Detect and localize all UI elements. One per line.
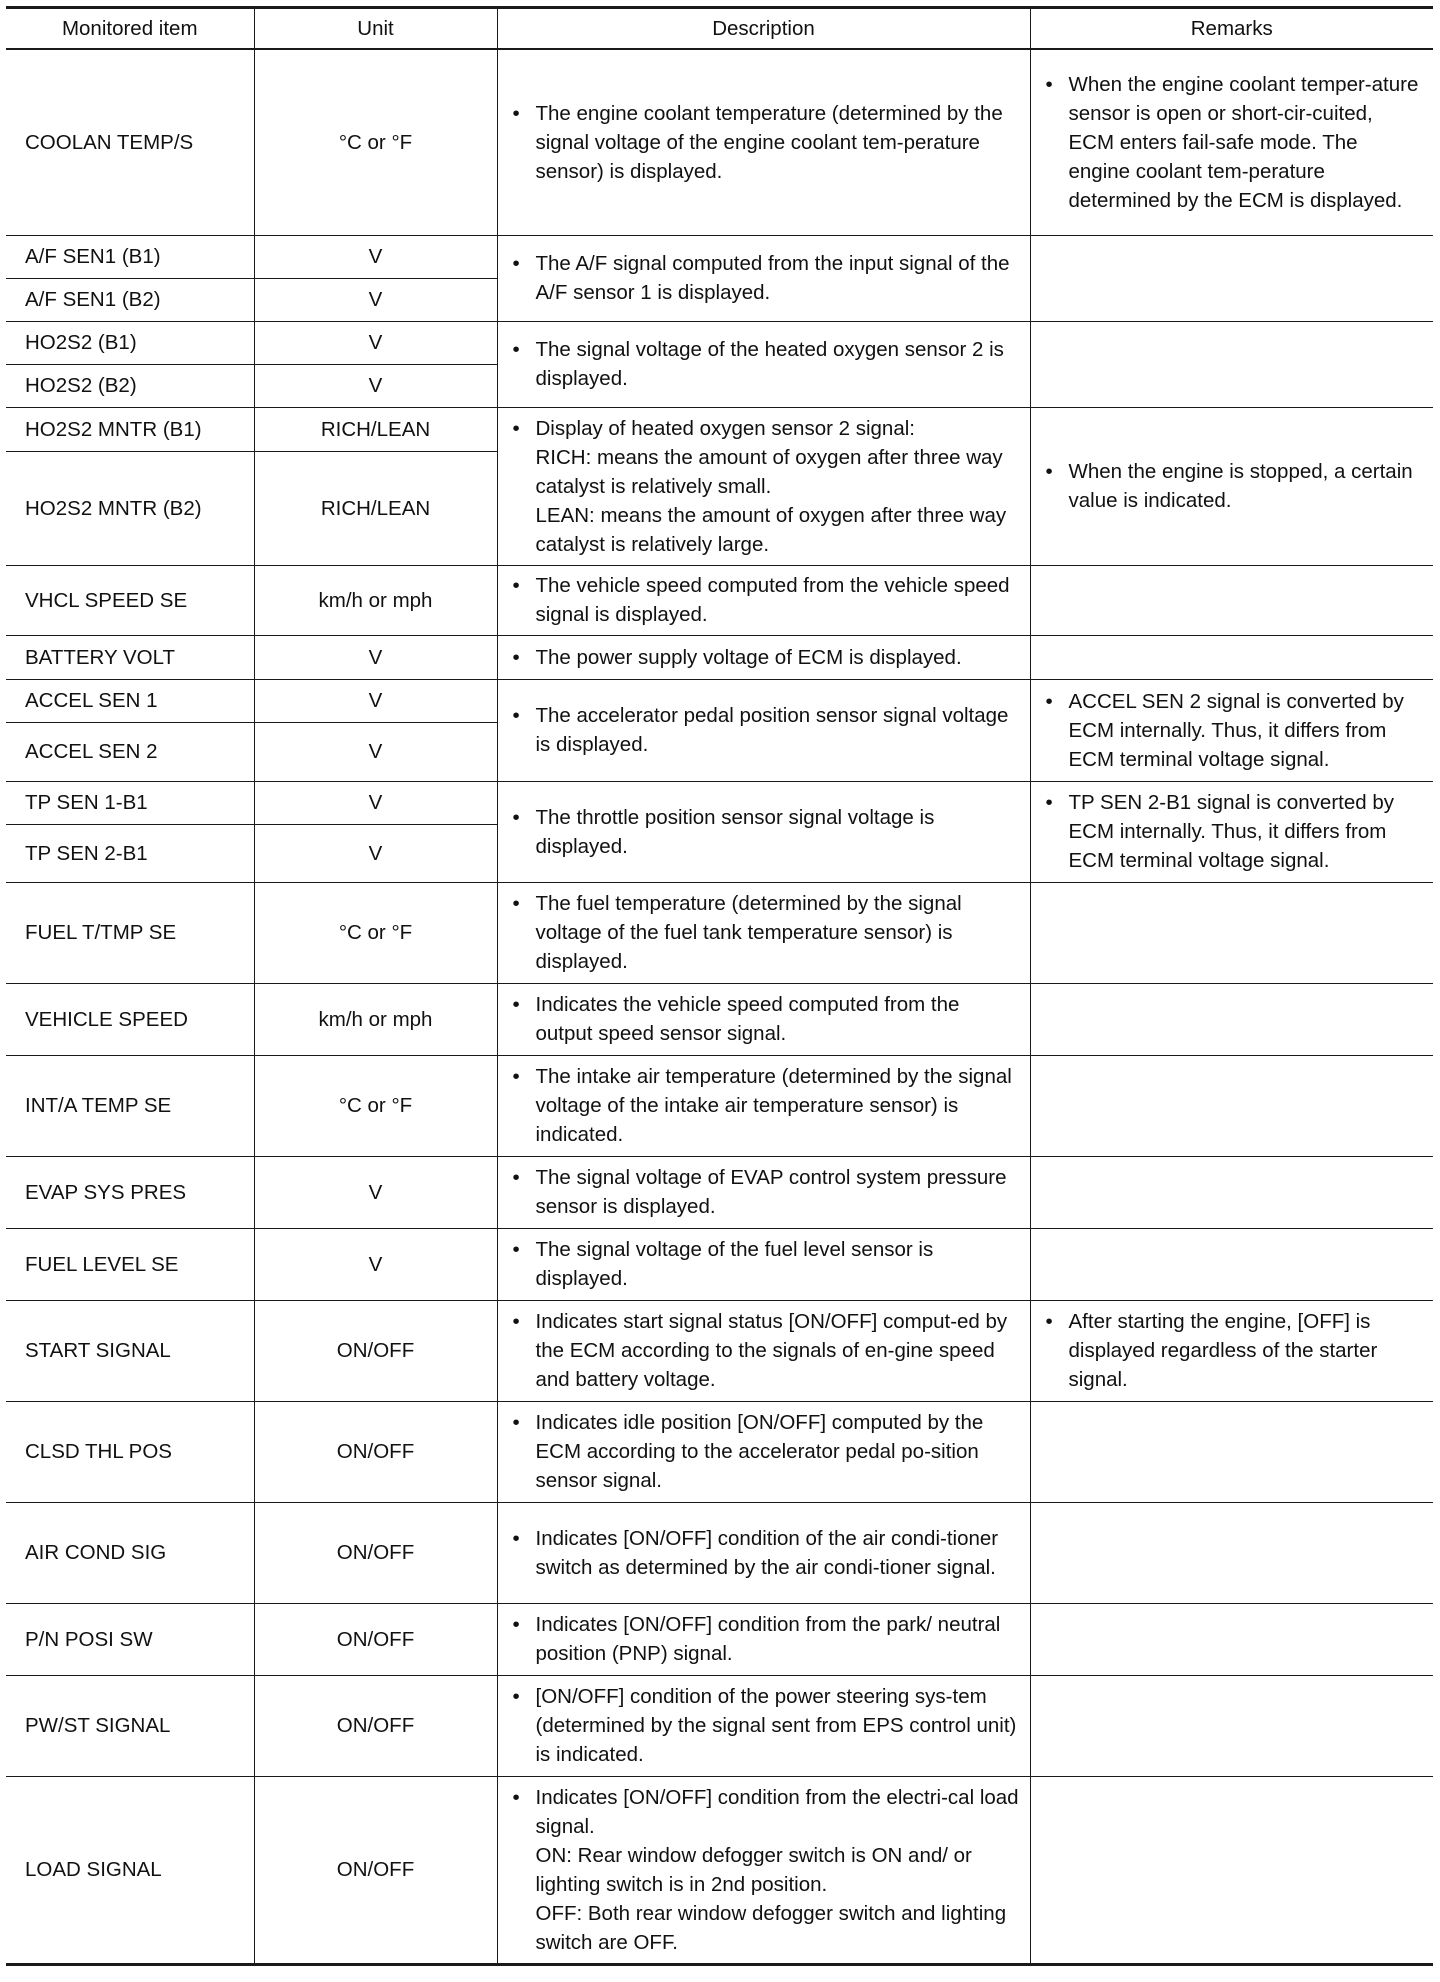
table-row xyxy=(6,1401,1433,1502)
remarks-cell xyxy=(1030,679,1433,781)
item-cell: VEHICLE SPEED xyxy=(6,983,254,1055)
description-text: • The signal voltage of the heated oxygen sensor 2 is displayed. xyxy=(513,335,1020,393)
description-cell xyxy=(497,1300,1030,1401)
item-cell: VHCL SPEED SE xyxy=(6,565,254,635)
table-row xyxy=(6,1675,1433,1776)
table-row xyxy=(6,1776,1433,1964)
item-cell: BATTERY VOLT xyxy=(6,635,254,679)
remarks-cell xyxy=(1030,781,1433,882)
table-row xyxy=(6,635,1433,679)
item-cell: ACCEL SEN 1 xyxy=(6,679,254,722)
description-text: • The engine coolant temperature (determined by the signal voltage of the engine coolant tem-perature sensor) is displayed. xyxy=(513,99,1020,186)
unit-cell: V xyxy=(254,235,497,278)
description-text: • Display of heated oxygen sensor 2 signal: xyxy=(513,414,1020,443)
unit-cell: ON/OFF xyxy=(254,1603,497,1675)
description-cell xyxy=(497,679,1030,781)
item-cell: HO2S2 (B2) xyxy=(6,364,254,407)
description-cell xyxy=(497,1502,1030,1603)
unit-cell: V xyxy=(254,824,497,882)
remarks-cell xyxy=(1030,407,1433,565)
description-text: • The signal voltage of the fuel level sensor is displayed. xyxy=(513,1235,1020,1293)
description-cell xyxy=(497,1401,1030,1502)
item-cell: A/F SEN1 (B1) xyxy=(6,235,254,278)
remarks-cell xyxy=(1030,635,1433,679)
table-row xyxy=(6,983,1433,1055)
description-text: • The throttle position sensor signal voltage is displayed. xyxy=(513,803,1020,861)
description-cell xyxy=(497,1228,1030,1300)
remarks-cell xyxy=(1030,1401,1433,1502)
remarks-cell xyxy=(1030,1603,1433,1675)
description-text: • Indicates the vehicle speed computed from the output speed sensor signal. xyxy=(513,990,1020,1048)
item-cell: EVAP SYS PRES xyxy=(6,1156,254,1228)
description-cell xyxy=(497,882,1030,983)
item-cell: CLSD THL POS xyxy=(6,1401,254,1502)
item-cell: AIR COND SIG xyxy=(6,1502,254,1603)
unit-cell: V xyxy=(254,1228,497,1300)
item-cell: TP SEN 1-B1 xyxy=(6,781,254,824)
monitored-items-table xyxy=(6,6,1433,1966)
description-cell xyxy=(497,1603,1030,1675)
remarks-cell xyxy=(1030,1156,1433,1228)
remarks-cell xyxy=(1030,1055,1433,1156)
description-off-text: OFF: Both rear window defogger switch and lighting switch are OFF. xyxy=(535,1901,1007,1954)
item-cell: P/N POSI SW xyxy=(6,1603,254,1675)
table-row xyxy=(6,1300,1433,1401)
unit-cell: ON/OFF xyxy=(254,1675,497,1776)
description-text: • The power supply voltage of ECM is displayed. xyxy=(513,643,1020,672)
unit-cell: V xyxy=(254,364,497,407)
unit-cell: V xyxy=(254,278,497,321)
remarks-cell xyxy=(1030,565,1433,635)
item-cell: ACCEL SEN 2 xyxy=(6,722,254,781)
unit-cell: V xyxy=(254,321,497,364)
description-text: • The A/F signal computed from the input signal of the A/F sensor 1 is displayed. xyxy=(513,249,1020,307)
description-text: • Indicates [ON/OFF] condition of the air condi-tioner switch as determined by the air condi-tioner signal. xyxy=(513,1524,1020,1582)
table-row xyxy=(6,1055,1433,1156)
item-cell: HO2S2 (B1) xyxy=(6,321,254,364)
description-cell xyxy=(497,635,1030,679)
remarks-text: • TP SEN 2-B1 signal is converted by ECM internally. Thus, it differs from ECM terminal voltage signal. xyxy=(1046,788,1424,875)
remarks-text: • When the engine is stopped, a certain value is indicated. xyxy=(1046,457,1424,515)
header-description: Description xyxy=(497,8,1030,50)
table-row xyxy=(6,321,1433,364)
unit-cell: ON/OFF xyxy=(254,1401,497,1502)
description-text: • The fuel temperature (determined by the signal voltage of the fuel tank temperature sensor) is displayed. xyxy=(513,889,1020,976)
description-cell xyxy=(497,321,1030,407)
description-on-text: ON: Rear window defogger switch is ON and/ or lighting switch is in 2nd position. xyxy=(535,1843,972,1896)
remarks-text: • ACCEL SEN 2 signal is converted by ECM internally. Thus, it differs from ECM terminal voltage signal. xyxy=(1046,687,1424,774)
header-unit: Unit xyxy=(254,8,497,50)
item-cell: A/F SEN1 (B2) xyxy=(6,278,254,321)
table-header-row xyxy=(6,8,1433,50)
description-cell xyxy=(497,1675,1030,1776)
table-row xyxy=(6,49,1433,235)
description-cell xyxy=(497,1776,1030,1964)
table-row xyxy=(6,1228,1433,1300)
description-rich-text: RICH: means the amount of oxygen after three way catalyst is relatively small. xyxy=(535,445,1003,498)
unit-cell: km/h or mph xyxy=(254,565,497,635)
unit-cell: ON/OFF xyxy=(254,1300,497,1401)
description-cell xyxy=(497,1055,1030,1156)
description-text: • The accelerator pedal position sensor signal voltage is displayed. xyxy=(513,701,1020,759)
item-cell: TP SEN 2-B1 xyxy=(6,824,254,882)
unit-cell: °C or °F xyxy=(254,49,497,235)
unit-cell: RICH/LEAN xyxy=(254,451,497,565)
description-text: • Indicates idle position [ON/OFF] computed by the ECM according to the accelerator pedal po-sition sensor signal. xyxy=(513,1408,1020,1495)
remarks-cell xyxy=(1030,235,1433,321)
table-row xyxy=(6,1502,1433,1603)
table-row xyxy=(6,1156,1433,1228)
description-text: • The signal voltage of EVAP control system pressure sensor is displayed. xyxy=(513,1163,1020,1221)
remarks-cell xyxy=(1030,49,1433,235)
description-text: • Indicates start signal status [ON/OFF] comput-ed by the ECM according to the signals of en-gine speed and battery voltage. xyxy=(513,1307,1020,1394)
table-row xyxy=(6,1603,1433,1675)
description-lean-text: LEAN: means the amount of oxygen after three way catalyst is relatively large. xyxy=(535,503,1007,556)
table-row xyxy=(6,882,1433,983)
description-cell xyxy=(497,407,1030,565)
description-cell xyxy=(497,983,1030,1055)
unit-cell: RICH/LEAN xyxy=(254,407,497,451)
item-cell: FUEL T/TMP SE xyxy=(6,882,254,983)
item-cell: COOLAN TEMP/S xyxy=(6,49,254,235)
unit-cell: V xyxy=(254,781,497,824)
item-cell: FUEL LEVEL SE xyxy=(6,1228,254,1300)
item-cell: HO2S2 MNTR (B2) xyxy=(6,451,254,565)
description-cell xyxy=(497,1156,1030,1228)
remarks-cell xyxy=(1030,1776,1433,1964)
table-row xyxy=(6,679,1433,722)
remarks-text: • After starting the engine, [OFF] is displayed regardless of the starter signal. xyxy=(1046,1307,1424,1394)
unit-cell: V xyxy=(254,679,497,722)
description-text: • [ON/OFF] condition of the power steering sys-tem (determined by the signal sent from EPS control unit) is indicated. xyxy=(513,1682,1020,1769)
unit-cell: °C or °F xyxy=(254,1055,497,1156)
description-cell xyxy=(497,235,1030,321)
header-remarks: Remarks xyxy=(1030,8,1433,50)
description-cell xyxy=(497,565,1030,635)
remarks-cell xyxy=(1030,321,1433,407)
table-row xyxy=(6,235,1433,278)
item-cell: HO2S2 MNTR (B1) xyxy=(6,407,254,451)
item-cell: INT/A TEMP SE xyxy=(6,1055,254,1156)
table-row xyxy=(6,781,1433,824)
header-monitored-item: Monitored item xyxy=(6,8,254,50)
description-text: • The intake air temperature (determined by the signal voltage of the intake air temperature sensor) is indicated. xyxy=(513,1062,1020,1149)
unit-cell: V xyxy=(254,722,497,781)
description-cell xyxy=(497,49,1030,235)
description-text: • Indicates [ON/OFF] condition from the park/ neutral position (PNP) signal. xyxy=(513,1610,1020,1668)
description-cell xyxy=(497,781,1030,882)
item-cell: PW/ST SIGNAL xyxy=(6,1675,254,1776)
remarks-cell xyxy=(1030,1228,1433,1300)
unit-cell: ON/OFF xyxy=(254,1776,497,1964)
remarks-cell xyxy=(1030,882,1433,983)
remarks-cell xyxy=(1030,1675,1433,1776)
remarks-cell xyxy=(1030,983,1433,1055)
item-cell: START SIGNAL xyxy=(6,1300,254,1401)
item-cell: LOAD SIGNAL xyxy=(6,1776,254,1964)
table-row xyxy=(6,407,1433,451)
description-text: • Indicates [ON/OFF] condition from the electri-cal load signal. xyxy=(513,1783,1020,1841)
description-text: • The vehicle speed computed from the vehicle speed signal is displayed. xyxy=(513,571,1020,629)
remarks-text: • When the engine coolant temper-ature sensor is open or short-cir-cuited, ECM enters fail-safe mode. The engine coolant tem-perature determined by the ECM is displayed. xyxy=(1046,70,1424,215)
unit-cell: ON/OFF xyxy=(254,1502,497,1603)
unit-cell: km/h or mph xyxy=(254,983,497,1055)
table-row xyxy=(6,565,1433,635)
remarks-cell xyxy=(1030,1300,1433,1401)
unit-cell: °C or °F xyxy=(254,882,497,983)
unit-cell: V xyxy=(254,1156,497,1228)
remarks-cell xyxy=(1030,1502,1433,1603)
unit-cell: V xyxy=(254,635,497,679)
